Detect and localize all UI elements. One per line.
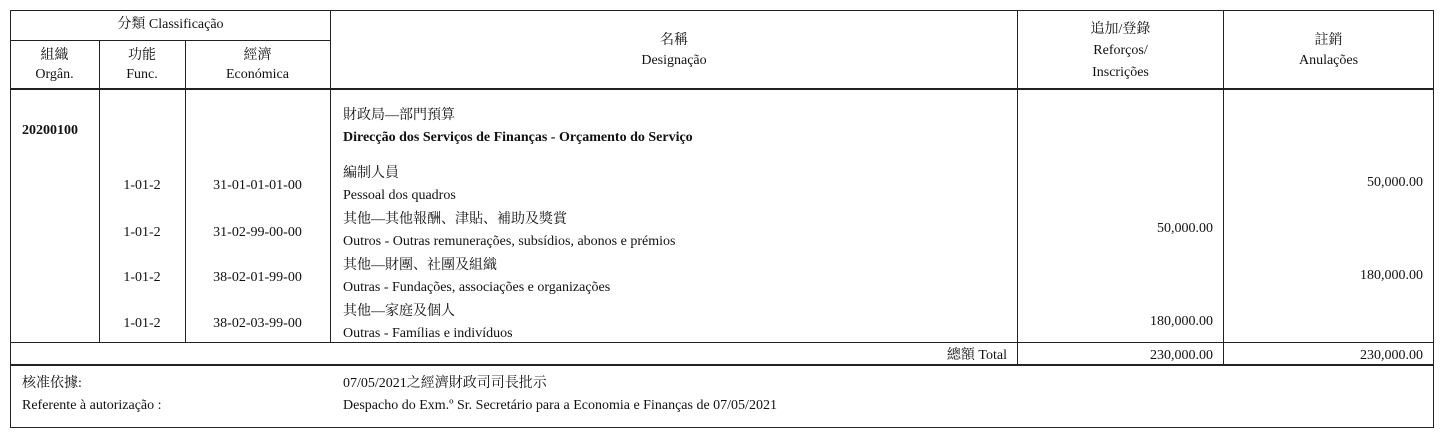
classification-header: 分類 Classificação	[117, 17, 224, 32]
org-header-zh: 組織	[40, 48, 69, 63]
reforcos-header-zh: 追加/登錄	[1090, 22, 1151, 37]
row-4-reforcos: 180,000.00	[1150, 314, 1213, 329]
entity-code: 20200100	[22, 123, 78, 138]
dispatch-zh: 07/05/2021之經濟財政司司長批示	[343, 376, 547, 391]
row-3-name-pt: Outras - Fundações, associações e organizações	[343, 280, 611, 295]
row-4-name-zh: 其他—家庭及個人	[343, 304, 455, 319]
econ-header-zh: 經濟	[243, 48, 272, 63]
row-4-econ: 38-02-03-99-00	[213, 316, 302, 331]
row-3-name-zh: 其他—財團、社團及組織	[343, 258, 497, 273]
designation-header-pt: Designação	[641, 53, 707, 68]
total-bottom-line	[10, 364, 1434, 366]
anulacoes-header-pt: Anulações	[1298, 53, 1359, 68]
row-4-name-pt: Outras - Famílias e indivíduos	[343, 326, 513, 341]
entity-name-zh: 財政局—部門預算	[343, 108, 455, 123]
row-1-anulacoes: 50,000.00	[1367, 175, 1423, 190]
org-header-pt: Orgân.	[35, 67, 74, 82]
row-1-func: 1-01-2	[123, 178, 161, 193]
row-3-econ: 38-02-01-99-00	[213, 270, 302, 285]
row-2-func: 1-01-2	[123, 225, 161, 240]
row-4-func: 1-01-2	[123, 316, 161, 331]
row-1-name-zh: 編制人員	[343, 166, 399, 181]
total-top-line	[10, 342, 1434, 343]
row-1-econ: 31-01-01-01-00	[213, 178, 302, 193]
budget-table	[10, 10, 1434, 428]
basis-label-pt: Referente à autorização :	[22, 398, 162, 413]
reforcos-header-pt1: Reforços/	[1093, 43, 1148, 58]
row-3-func: 1-01-2	[123, 270, 161, 285]
reforcos-header-pt2: Inscrições	[1092, 65, 1149, 80]
table-border-top	[10, 10, 1434, 11]
row-1-name-pt: Pessoal dos quadros	[343, 188, 456, 203]
header-divider	[10, 88, 1434, 90]
table-border-right	[1433, 10, 1434, 428]
row-2-econ: 31-02-99-00-00	[213, 225, 302, 240]
entity-name-pt: Direcção dos Serviços de Finanças - Orçamento do Serviço	[343, 130, 693, 145]
func-header-pt: Func.	[126, 67, 158, 82]
row-2-name-zh: 其他—其他報酬、津貼、補助及獎賞	[343, 212, 567, 227]
dispatch-pt: Despacho do Exm.º Sr. Secretário para a Economia e Finanças de 07/05/2021	[343, 398, 777, 413]
row-2-reforcos: 50,000.00	[1157, 221, 1213, 236]
anulacoes-header-zh: 註銷	[1314, 33, 1343, 48]
total-reforcos: 230,000.00	[1150, 348, 1213, 363]
func-header-zh: 功能	[128, 48, 156, 63]
row-3-anulacoes: 180,000.00	[1360, 268, 1423, 283]
row-2-name-pt: Outros - Outras remunerações, subsídios, abonos e prémios	[343, 234, 676, 249]
basis-label-zh: 核准依據:	[22, 376, 82, 391]
classification-divider	[10, 40, 331, 41]
designation-header-zh: 名稱	[660, 33, 688, 48]
table-border-bottom	[10, 427, 1434, 428]
econ-header-pt: Económica	[226, 67, 289, 82]
total-anulacoes: 230,000.00	[1360, 348, 1423, 363]
total-label: 總額 Total	[946, 348, 1007, 363]
